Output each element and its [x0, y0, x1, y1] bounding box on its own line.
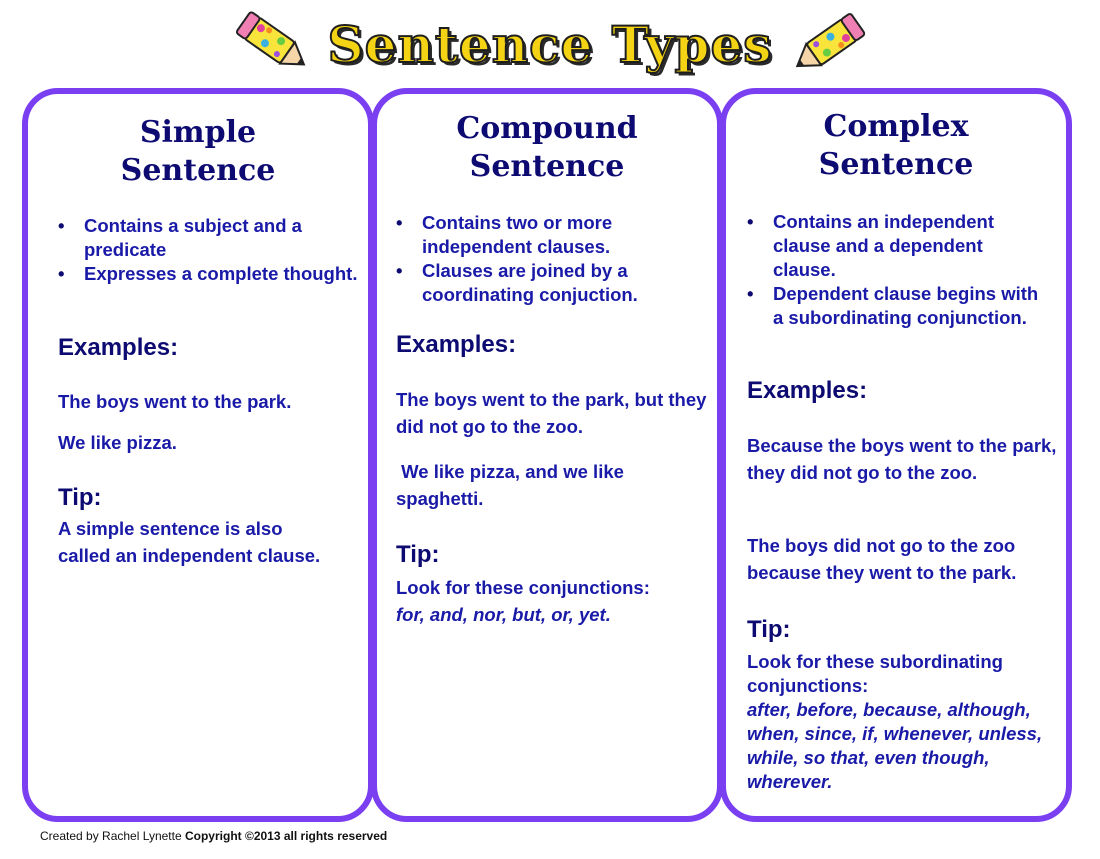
compound-sentence-panel — [371, 88, 723, 822]
heading-line2: Sentence — [120, 153, 276, 188]
tip-text: A simple sentence is also called an independent clause. — [58, 518, 321, 566]
heading-line1: Simple — [139, 115, 257, 150]
bullet-list — [396, 211, 696, 307]
bullet-item: • Clauses are joined by a coordinating conjuction. — [396, 259, 696, 307]
pencil-icon-right — [786, 8, 868, 80]
conjunction-list: for, and, nor, but, or, yet. — [396, 604, 611, 625]
page-title: Sentence Types — [327, 14, 773, 74]
tip-label: Tip: — [396, 541, 440, 568]
panel-heading — [377, 110, 717, 186]
panel-heading — [726, 108, 1066, 184]
tip-text: Look for these conjunctions: — [396, 577, 650, 598]
bullet-list — [58, 214, 358, 286]
title-bar — [0, 8, 1100, 80]
examples-label: Examples: — [58, 334, 179, 361]
heading-line2: Sentence — [469, 149, 625, 184]
complex-sentence-panel — [720, 88, 1072, 822]
examples-label: Examples: — [747, 377, 868, 404]
example-text: Because the boys went to the park, they did not go to the zoo. — [747, 435, 1057, 483]
example-text: The boys went to the park. — [58, 391, 292, 412]
bullet-item: • Contains an independent clause and a dependent clause. — [747, 210, 1047, 282]
creator-credit: Created by Rachel Lynette — [40, 829, 182, 843]
heading-line2: Sentence — [818, 147, 974, 182]
example-text: We like pizza, and we like spaghetti. — [396, 461, 630, 509]
pencil-icon-left — [232, 8, 314, 80]
tip-label: Tip: — [58, 484, 102, 511]
tip-text: Look for these subordinating conjunctions: — [747, 651, 1003, 696]
panel-heading — [28, 114, 368, 190]
bullet-item: • Dependent clause begins with a subordinating conjunction. — [747, 282, 1047, 330]
example-text: We like pizza. — [58, 432, 177, 453]
copyright-notice: Copyright ©2013 all rights reserved — [184, 829, 388, 843]
example-text: The boys went to the park, but they did not go to the zoo. — [396, 389, 707, 437]
bullet-item: • Contains two or more independent clauses. — [396, 211, 696, 259]
tip-label: Tip: — [747, 616, 791, 643]
bullet-item: • Expresses a complete thought. — [58, 262, 358, 286]
conjunction-list: after, before, because, although, when, since, if, whenever, unless, while, so that, even though, wherever. — [747, 699, 1043, 792]
examples-label: Examples: — [396, 331, 517, 358]
heading-line1: Complex — [823, 109, 969, 144]
footer — [40, 829, 387, 843]
bullet-list — [747, 210, 1047, 330]
simple-sentence-panel — [22, 88, 374, 822]
heading-line1: Compound — [456, 111, 638, 146]
bullet-item: • Contains a subject and a predicate — [58, 214, 358, 262]
example-text: The boys did not go to the zoo because they went to the park. — [747, 535, 1017, 583]
